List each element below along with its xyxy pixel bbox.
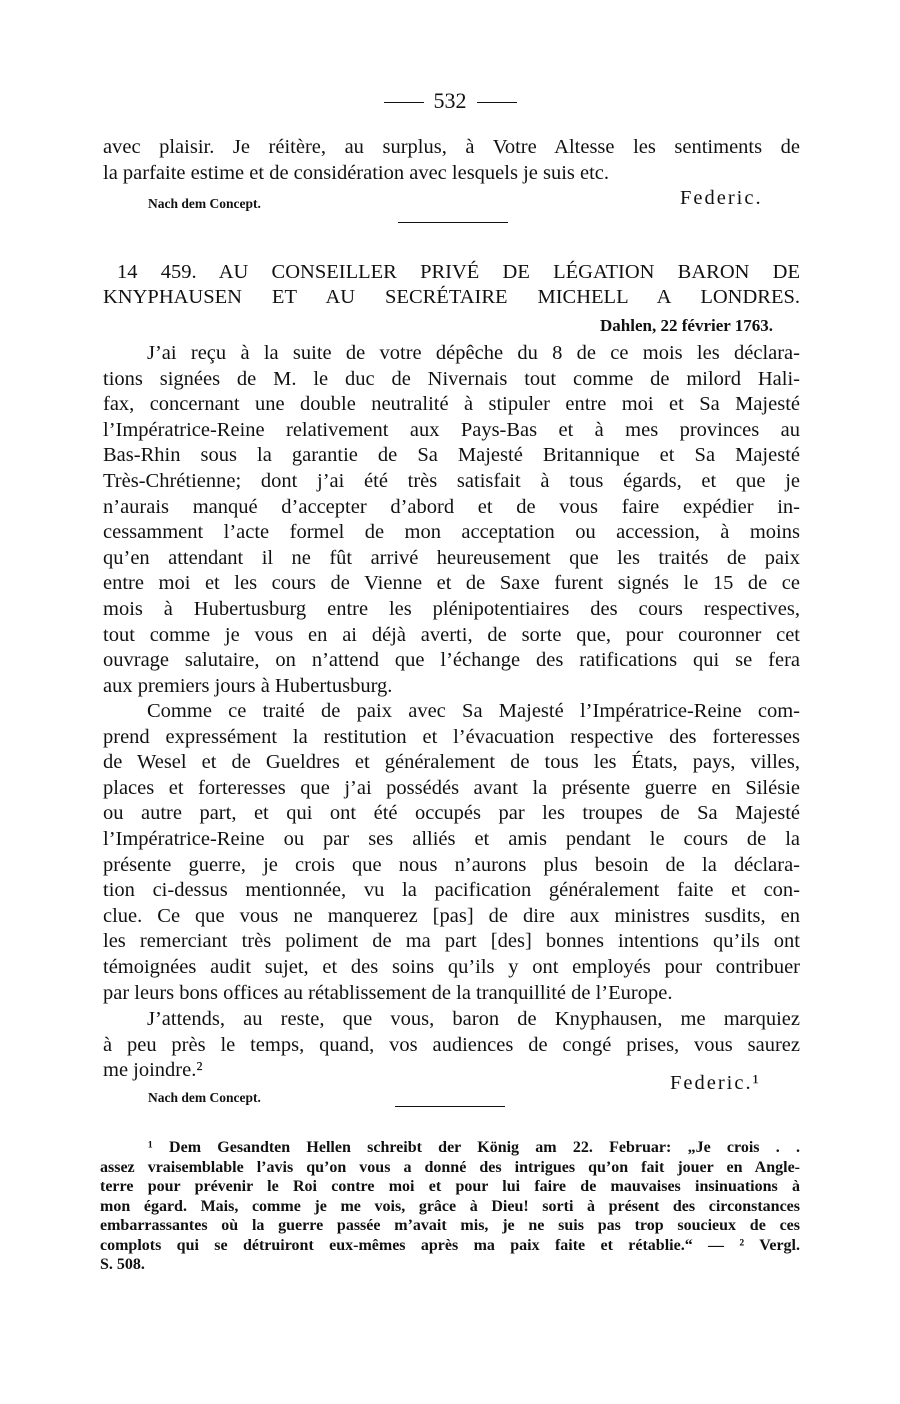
text-line: aux premiers jours à Hubertusburg. [103, 674, 393, 697]
title-line: 14 459. AU CONSEILLER PRIVÉ DE LÉGATION BARON DE [117, 261, 800, 283]
footnote-line: mon égard. Mais, comme je me vois, grâce à Dieu! sorti à présent des circonstances [100, 1197, 800, 1215]
signature: Federic.¹ [670, 1072, 761, 1094]
text-line: présente guerre, je crois que nous n’aurons plus besoin de la déclara- [103, 853, 800, 876]
paragraph-2 [103, 699, 800, 1006]
header-dash-right [477, 102, 517, 103]
text-line: l’Impératrice-Reine relativement aux Pays-Bas et à mes provinces au [103, 418, 800, 441]
text-line: Comme ce traité de paix avec Sa Majesté l’Impératrice-Reine com- [147, 700, 800, 722]
text-line: avec plaisir. Je réitère, au surplus, à Votre Altesse les sentiments de [103, 136, 800, 158]
text-line: me joindre.² [103, 1059, 203, 1082]
footnote-line: ¹ Dem Gesandten Hellen schreibt der König am 22. Februar: „Je crois . . [148, 1139, 800, 1156]
source-note: Nach dem Concept. [148, 196, 261, 211]
text-line: entre moi et les cours de Vienne et de Saxe furent signés le 15 de ce [103, 572, 800, 595]
text-line: la parfaite estime et de considération avec lesquels je suis etc. [103, 161, 610, 184]
text-line: n’aurais manqué d’accepter d’abord et de vous faire expédier in- [103, 495, 800, 518]
source-note: Nach dem Concept. [148, 1090, 261, 1105]
text-line: prend expressément la restitution et l’évacuation respective des forteresses [103, 725, 800, 748]
letter-title [103, 260, 800, 310]
text-line: par leurs bons offices au rétablissement de la tranquillité de l’Europe. [103, 981, 673, 1004]
footnote-divider [395, 1106, 505, 1107]
footnote-line: assez vraisemblable l’avis qu’on vous a donné des intrigues qu’on fait jouer en Angle- [100, 1158, 800, 1176]
text-line: Très-Chrétienne; dont j’ai été très satisfait à tous égards, et que je [103, 469, 800, 492]
paragraph-1 [103, 341, 800, 699]
text-line: J’attends, au reste, que vous, baron de Knyphausen, me marquiez [147, 1008, 800, 1030]
page-header [0, 88, 900, 114]
text-line: les remerciant très poliment de ma part [des] bonnes intentions qu’ils ont [103, 930, 800, 953]
continued-text [103, 135, 800, 186]
page-number: 532 [433, 88, 467, 113]
text-line: tout comme je vous en ai déjà averti, de sorte que, pour couronner cet [103, 623, 800, 646]
text-line: Bas-Rhin sous la garantie de Sa Majesté Britannique et Sa Majesté [103, 444, 800, 467]
title-line: KNYPHAUSEN ET AU SECRÉTAIRE MICHELL A LONDRES. [103, 286, 800, 308]
text-line: clue. Ce que vous ne manquerez [pas] de dire aux ministres susdits, en [103, 904, 800, 927]
text-line: places et forteresses que j’ai possédés avant la présente guerre en Silésie [103, 776, 800, 799]
text-line: J’ai reçu à la suite de votre dépêche du 8 de ce mois les déclara- [147, 342, 800, 364]
footnotes [100, 1138, 800, 1275]
text-line: ou autre part, et qui ont été occupés par les troupes de Sa Majesté [103, 802, 800, 825]
text-line: qu’en attendant il ne fût arrivé heureusement que les traités de paix [103, 546, 800, 569]
text-line: tion ci-dessus mentionnée, vu la pacification généralement faite et con- [103, 879, 800, 902]
footnote-line: embarrassantes où la guerre passée m’avait mis, je ne suis pas trop soucieux de ces [100, 1217, 800, 1234]
signature: Federic. [680, 187, 763, 209]
footnote-line: S. 508. [100, 1256, 145, 1273]
text-line: tions signées de M. le duc de Nivernais tout comme de milord Hali- [103, 367, 800, 390]
text-line: mois à Hubertusburg entre les plénipotentiaires des cours respectives, [103, 597, 800, 620]
section-divider [398, 222, 508, 223]
header-dash-left [384, 102, 424, 103]
text-line: fax, concernant une double neutralité à stipuler entre moi et Sa Majesté [103, 393, 800, 416]
footnote-line: complots qui se détruiront eux-mêmes après ma paix faite et rétablie.“ — ² Vergl. [100, 1236, 800, 1254]
text-line: de Wesel et de Gueldres et généralement de tous les États, pays, villes, [103, 751, 800, 774]
footnote-line: terre pour prévenir le Roi contre moi et pour lui faire de mauvaises insinuations à [100, 1178, 800, 1195]
text-line: témoignées audit sujet, et des soins qu’ils y ont employés pour contribuer [103, 955, 800, 978]
text-line: cessamment l’acte formel de mon acceptation ou accession, à moins [103, 521, 800, 544]
text-line: ouvrage salutaire, on n’attend que l’échange des ratifications qui se fera [103, 649, 800, 672]
text-line: l’Impératrice-Reine ou par ses alliés et amis pendant le cours de la [103, 827, 800, 850]
text-line: à peu près le temps, quand, vos audiences de congé prises, vous saurez [103, 1033, 800, 1056]
dateline: Dahlen, 22 février 1763. [600, 316, 773, 335]
